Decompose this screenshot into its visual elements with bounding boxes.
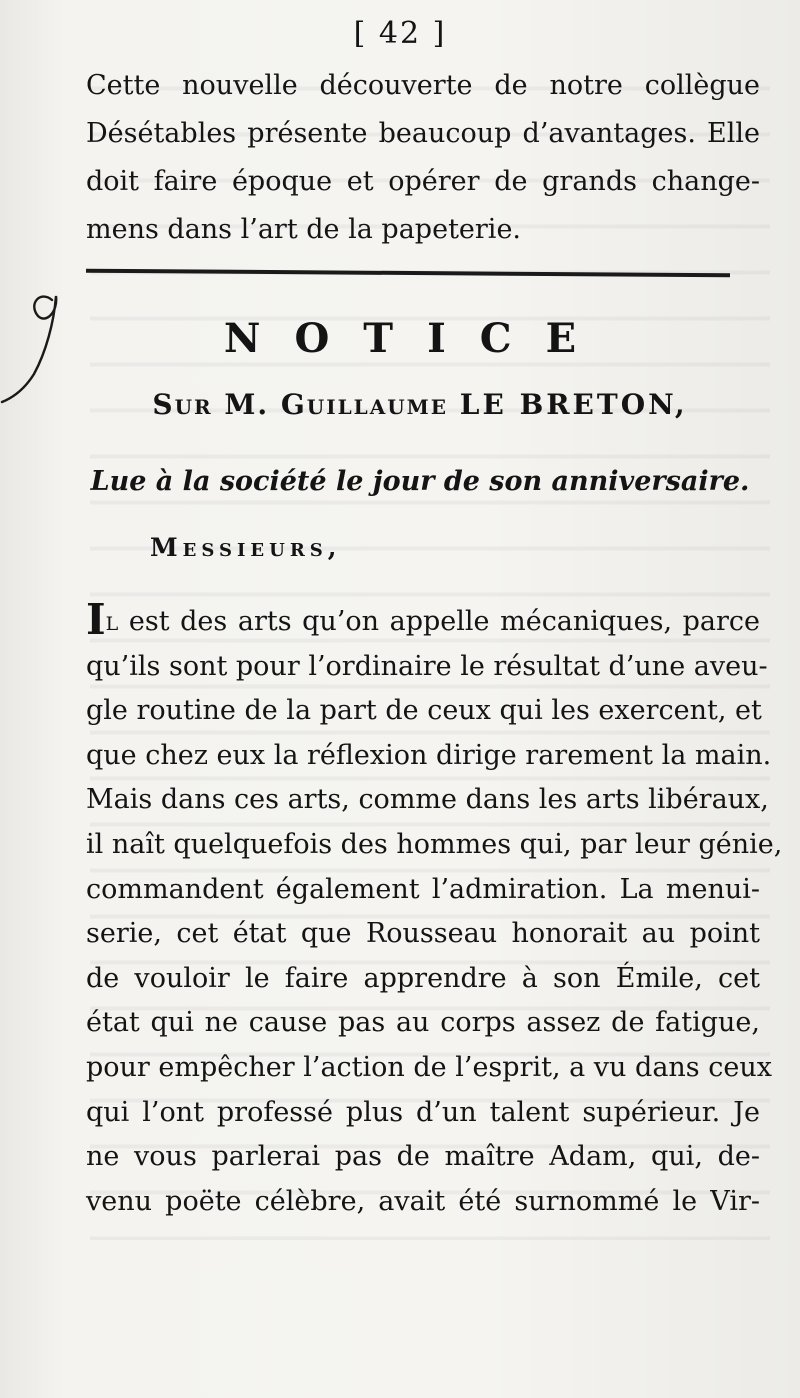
body-line: il naît quelquefois des hommes qui, par leur génie, — [86, 828, 783, 860]
intro-line: doit faire époque et opérer de grands change- — [86, 166, 760, 197]
body-line-first — [86, 595, 760, 645]
page-number: [ 42 ] — [353, 16, 447, 51]
body-line: qu’ils sont pour l’ordinaire le résultat d’une aveu- — [86, 650, 768, 682]
body-line: serie, cet état que Rousseau honorait au point — [86, 918, 760, 950]
body-line: ne vous parlerai pas de maître Adam, qui, de- — [86, 1141, 760, 1173]
salutation: Messieurs, — [150, 533, 342, 562]
body-line: de vouloir le faire apprendre à son Émile, cet — [86, 962, 760, 994]
body-line: venu poëte célèbre, avait été surnommé le Vir- — [86, 1185, 760, 1217]
body-line: gle routine de la part de ceux qui les exercent, et — [86, 695, 762, 727]
notice-subtitle — [90, 388, 750, 421]
body-paragraph — [86, 595, 783, 1224]
drop-cap: I — [86, 595, 106, 644]
drop-cap-rest: l — [105, 606, 119, 637]
body-line: état qui ne cause pas au corps assez de fatigue, — [86, 1007, 760, 1039]
body-line: Mais dans ces arts, comme dans les arts libéraux, — [86, 784, 769, 816]
section-divider-rule — [86, 269, 730, 277]
body-line: qui l’ont professé plus d’un talent supérieur. Je — [86, 1096, 760, 1128]
intro-line: mens dans l’art de la papeterie. — [86, 214, 522, 245]
body-line: que chez eux la réflexion dirige rarement la main. — [86, 739, 772, 771]
body-line: commandent également l’admiration. La menui- — [86, 873, 760, 905]
subtitle-name: LE BRETON, — [459, 388, 688, 421]
body-line: pour empêcher l’action de l’esprit, a vu dans ceux — [86, 1051, 772, 1083]
subtitle-prefix: Sur M. Guillaume — [152, 388, 449, 421]
intro-line: Désétables présente beaucoup d’avantages. Elle — [86, 118, 760, 149]
intro-paragraph — [86, 62, 760, 254]
notice-subline: Lue à la société le jour de son anniversaire. — [90, 466, 750, 497]
notice-title: NOTICE — [223, 315, 611, 362]
intro-line: Cette nouvelle découverte de notre collègue — [86, 70, 760, 101]
first-line-text: est des arts qu’on appelle mécaniques, parce — [118, 606, 760, 637]
